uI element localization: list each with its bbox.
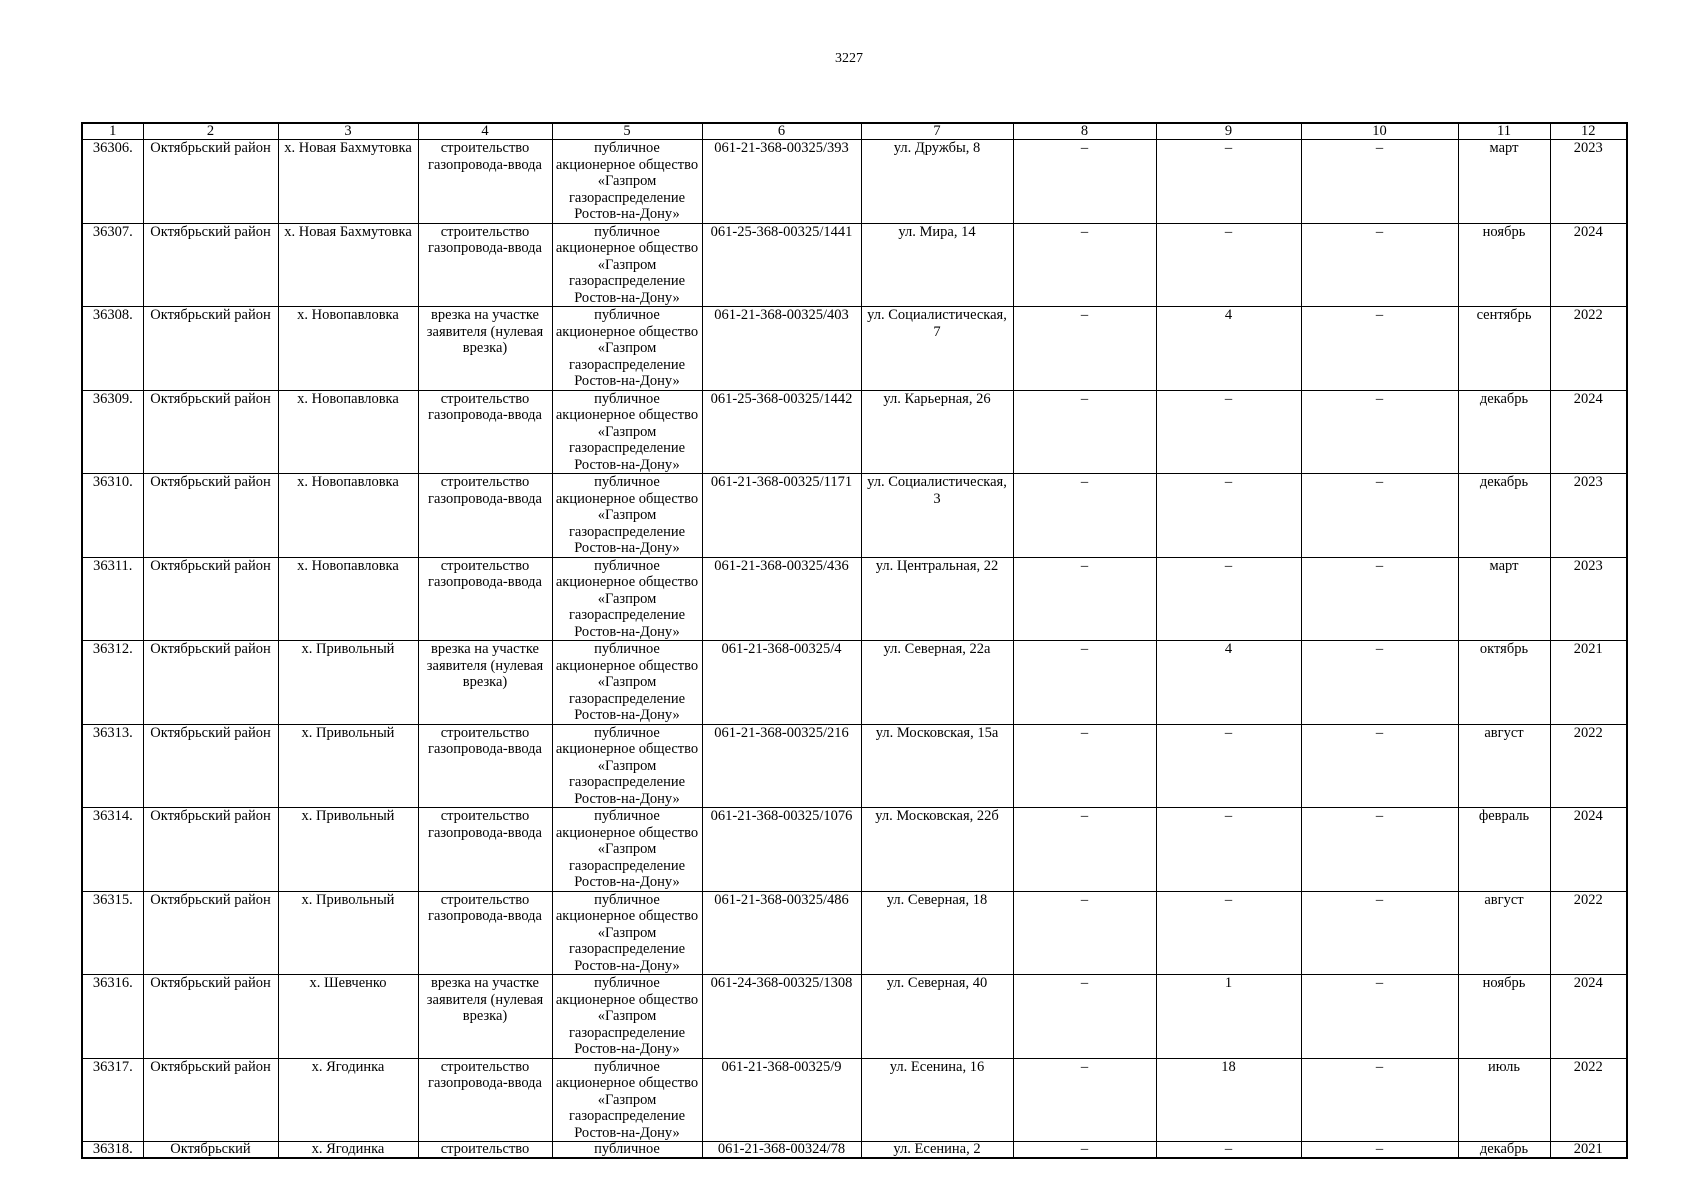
column-header: 12 (1550, 123, 1627, 140)
table-cell: 061-21-368-00325/216 (702, 724, 861, 808)
table-cell: х. Новопавловка (278, 307, 418, 391)
table-row (82, 474, 1627, 558)
table-cell: 36315. (82, 891, 143, 975)
table-cell: 061-25-368-00325/1441 (702, 223, 861, 307)
table-cell: 36313. (82, 724, 143, 808)
register-table (81, 122, 1628, 1159)
table-cell: – (1301, 557, 1458, 641)
table-cell: 36312. (82, 641, 143, 725)
column-header: 3 (278, 123, 418, 140)
table-cell: – (1156, 223, 1301, 307)
table-cell: 061-21-368-00325/486 (702, 891, 861, 975)
table-cell: 18 (1156, 1058, 1301, 1142)
table-cell: врезка на участке заявителя (нулевая врезка) (418, 975, 552, 1059)
table-cell: строительство газопровода-ввода (418, 140, 552, 224)
table-cell: – (1013, 808, 1156, 892)
table-cell: сентябрь (1458, 307, 1550, 391)
table-cell: Октябрьский район (143, 307, 278, 391)
table-row (82, 390, 1627, 474)
table-header (82, 123, 1627, 140)
table-cell: х. Новопавловка (278, 474, 418, 558)
table-cell: 2023 (1550, 557, 1627, 641)
table-cell: Октябрьский район (143, 724, 278, 808)
table-cell: ул. Центральная, 22 (861, 557, 1013, 641)
table-cell: – (1301, 724, 1458, 808)
table-cell: публичное акционерное общество «Газпром газораспределение Ростов-на-Дону» (552, 891, 702, 975)
column-header: 5 (552, 123, 702, 140)
table-cell: публичное акционерное общество «Газпром газораспределение Ростов-на-Дону» (552, 724, 702, 808)
table-cell: ул. Северная, 40 (861, 975, 1013, 1059)
table-cell: – (1013, 474, 1156, 558)
table-cell: публичное акционерное общество «Газпром газораспределение Ростов-на-Дону» (552, 1058, 702, 1142)
table-cell: Октябрьский (143, 1142, 278, 1159)
column-header: 1 (82, 123, 143, 140)
table-cell: Октябрьский район (143, 557, 278, 641)
page-number: 3227 (835, 51, 863, 66)
table-cell: – (1301, 1142, 1458, 1159)
table-cell: – (1013, 307, 1156, 391)
table-cell: х. Шевченко (278, 975, 418, 1059)
table-cell: 1 (1156, 975, 1301, 1059)
table-row (82, 140, 1627, 224)
table-cell: 2024 (1550, 808, 1627, 892)
table-cell: – (1013, 1142, 1156, 1159)
table-cell: публичное акционерное общество «Газпром газораспределение Ростов-на-Дону» (552, 140, 702, 224)
table-cell: – (1301, 474, 1458, 558)
table-cell: 2022 (1550, 307, 1627, 391)
table-cell: – (1156, 557, 1301, 641)
table-cell: – (1301, 390, 1458, 474)
table-cell: – (1013, 891, 1156, 975)
table-cell: ул. Карьерная, 26 (861, 390, 1013, 474)
table-cell: х. Новопавловка (278, 390, 418, 474)
table-cell: х. Привольный (278, 808, 418, 892)
table-cell: 2023 (1550, 474, 1627, 558)
table-row (82, 307, 1627, 391)
table-cell: х. Ягодинка (278, 1058, 418, 1142)
table-cell: публичное акционерное общество «Газпром газораспределение Ростов-на-Дону» (552, 975, 702, 1059)
table-cell: 36318. (82, 1142, 143, 1159)
table-cell: 061-21-368-00325/1076 (702, 808, 861, 892)
table-cell: – (1013, 724, 1156, 808)
table-cell: 2022 (1550, 1058, 1627, 1142)
table-cell: 2024 (1550, 975, 1627, 1059)
table-cell: публичное акционерное общество «Газпром газораспределение Ростов-на-Дону» (552, 390, 702, 474)
table-cell: строительство газопровода-ввода (418, 474, 552, 558)
table-cell: публичное акционерное общество «Газпром газораспределение Ростов-на-Дону» (552, 474, 702, 558)
table-cell: 2024 (1550, 390, 1627, 474)
table-row (82, 1058, 1627, 1142)
table-cell: декабрь (1458, 474, 1550, 558)
table-cell: 2024 (1550, 223, 1627, 307)
table-cell: 2021 (1550, 641, 1627, 725)
table-cell: публичное акционерное общество «Газпром газораспределение Ростов-на-Дону» (552, 307, 702, 391)
table-cell: строительство газопровода-ввода (418, 1058, 552, 1142)
column-header: 7 (861, 123, 1013, 140)
table-cell: – (1301, 808, 1458, 892)
table-cell: – (1156, 808, 1301, 892)
table-cell: строительство газопровода-ввода (418, 808, 552, 892)
table-cell: 061-21-368-00325/436 (702, 557, 861, 641)
table-cell: 061-21-368-00325/4 (702, 641, 861, 725)
table-cell: – (1156, 891, 1301, 975)
table-cell: Октябрьский район (143, 140, 278, 224)
table-row (82, 641, 1627, 725)
table-cell: ул. Северная, 18 (861, 891, 1013, 975)
table-cell: – (1301, 1058, 1458, 1142)
table-cell: март (1458, 557, 1550, 641)
table-cell: декабрь (1458, 1142, 1550, 1159)
table-cell: 061-21-368-00325/1171 (702, 474, 861, 558)
table-cell: публичное акционерное общество «Газпром газораспределение Ростов-на-Дону» (552, 557, 702, 641)
table-cell: 061-21-368-00325/403 (702, 307, 861, 391)
column-header: 6 (702, 123, 861, 140)
table-cell: строительство газопровода-ввода (418, 390, 552, 474)
table-body (82, 140, 1627, 1159)
column-header: 2 (143, 123, 278, 140)
table-cell: декабрь (1458, 390, 1550, 474)
table-cell: ул. Дружбы, 8 (861, 140, 1013, 224)
table-cell: ул. Социалистическая, 7 (861, 307, 1013, 391)
table-cell: врезка на участке заявителя (нулевая врезка) (418, 307, 552, 391)
table-cell: 36311. (82, 557, 143, 641)
table-cell: – (1301, 641, 1458, 725)
table-cell: – (1013, 390, 1156, 474)
table-cell: – (1301, 891, 1458, 975)
column-header: 4 (418, 123, 552, 140)
table-cell: – (1013, 557, 1156, 641)
table-cell: Октябрьский район (143, 641, 278, 725)
table-cell: ул. Есенина, 2 (861, 1142, 1013, 1159)
table-row (82, 557, 1627, 641)
table-row (82, 975, 1627, 1059)
table-cell: 061-21-368-00325/9 (702, 1058, 861, 1142)
table-cell: – (1013, 975, 1156, 1059)
table-cell: 36307. (82, 223, 143, 307)
table-cell: Октябрьский район (143, 223, 278, 307)
table-cell: ул. Есенина, 16 (861, 1058, 1013, 1142)
table-cell: ноябрь (1458, 223, 1550, 307)
table-cell: – (1301, 223, 1458, 307)
table-cell: июль (1458, 1058, 1550, 1142)
table-cell: 36317. (82, 1058, 143, 1142)
table-cell: ул. Московская, 15а (861, 724, 1013, 808)
table-cell: ул. Московская, 22б (861, 808, 1013, 892)
table-cell: 4 (1156, 307, 1301, 391)
table-cell: – (1156, 390, 1301, 474)
table-cell: ул. Мира, 14 (861, 223, 1013, 307)
table-cell: публичное акционерное общество «Газпром газораспределение Ростов-на-Дону» (552, 223, 702, 307)
table-cell: строительство (418, 1142, 552, 1159)
table-cell: х. Новопавловка (278, 557, 418, 641)
table-row (82, 724, 1627, 808)
table-cell: 2021 (1550, 1142, 1627, 1159)
table-cell: х. Новая Бахмутовка (278, 140, 418, 224)
table-cell: публичное акционерное общество «Газпром газораспределение Ростов-на-Дону» (552, 808, 702, 892)
table-cell: 36309. (82, 390, 143, 474)
table-cell: врезка на участке заявителя (нулевая врезка) (418, 641, 552, 725)
table-cell: – (1156, 140, 1301, 224)
table-cell: Октябрьский район (143, 808, 278, 892)
table-cell: октябрь (1458, 641, 1550, 725)
table-row (82, 223, 1627, 307)
table-cell: март (1458, 140, 1550, 224)
table-cell: 061-25-368-00325/1442 (702, 390, 861, 474)
table-cell: х. Привольный (278, 641, 418, 725)
table-cell: ул. Северная, 22а (861, 641, 1013, 725)
table-cell: – (1301, 140, 1458, 224)
table-row (82, 1142, 1627, 1159)
table-cell: строительство газопровода-ввода (418, 557, 552, 641)
table-cell: публичное акционерное общество «Газпром газораспределение Ростов-на-Дону» (552, 641, 702, 725)
table-cell: х. Ягодинка (278, 1142, 418, 1159)
header-row (82, 123, 1627, 140)
table-cell: – (1301, 307, 1458, 391)
table-cell: 061-21-368-00325/393 (702, 140, 861, 224)
table-cell: 36306. (82, 140, 143, 224)
table-cell: строительство газопровода-ввода (418, 223, 552, 307)
table-cell: – (1013, 140, 1156, 224)
table-cell: Октябрьский район (143, 891, 278, 975)
table-cell: строительство газопровода-ввода (418, 891, 552, 975)
table-cell: 36314. (82, 808, 143, 892)
table-cell: строительство газопровода-ввода (418, 724, 552, 808)
table-cell: 061-21-368-00324/78 (702, 1142, 861, 1159)
table-cell: публичное (552, 1142, 702, 1159)
table-cell: – (1156, 474, 1301, 558)
table-cell: ноябрь (1458, 975, 1550, 1059)
table-cell: – (1301, 975, 1458, 1059)
table-cell: 36316. (82, 975, 143, 1059)
table-cell: Октябрьский район (143, 1058, 278, 1142)
table-cell: – (1156, 1142, 1301, 1159)
table-cell: август (1458, 724, 1550, 808)
table-cell: х. Привольный (278, 891, 418, 975)
column-header: 8 (1013, 123, 1156, 140)
table-cell: Октябрьский район (143, 390, 278, 474)
table-cell: август (1458, 891, 1550, 975)
table-cell: Октябрьский район (143, 474, 278, 558)
table-cell: февраль (1458, 808, 1550, 892)
table-row (82, 891, 1627, 975)
table-cell: 061-24-368-00325/1308 (702, 975, 861, 1059)
table-row (82, 808, 1627, 892)
table-cell: 2022 (1550, 724, 1627, 808)
table-cell: 2023 (1550, 140, 1627, 224)
column-header: 9 (1156, 123, 1301, 140)
table-cell: – (1013, 223, 1156, 307)
table-cell: Октябрьский район (143, 975, 278, 1059)
table-cell: – (1013, 641, 1156, 725)
column-header: 10 (1301, 123, 1458, 140)
table-cell: 36308. (82, 307, 143, 391)
table-cell: ул. Социалистическая, 3 (861, 474, 1013, 558)
table-cell: – (1013, 1058, 1156, 1142)
column-header: 11 (1458, 123, 1550, 140)
table-cell: х. Привольный (278, 724, 418, 808)
table-cell: – (1156, 724, 1301, 808)
table-cell: х. Новая Бахмутовка (278, 223, 418, 307)
table-cell: 4 (1156, 641, 1301, 725)
table-cell: 2022 (1550, 891, 1627, 975)
table-cell: 36310. (82, 474, 143, 558)
